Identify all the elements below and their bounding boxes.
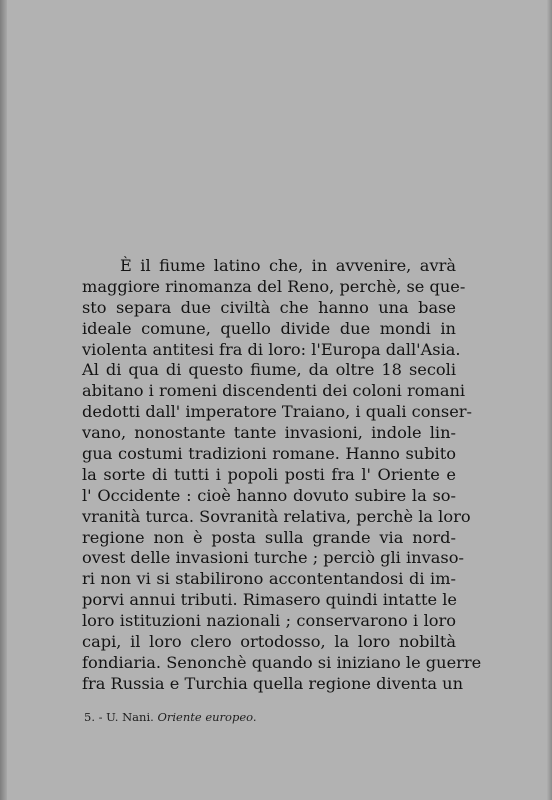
text-line: gua costumi tradizioni romane. Hanno subito: [82, 444, 456, 464]
text-line: È il fiume latino che, in avvenire, avrà: [120, 256, 456, 275]
text-line: maggiore rinomanza del Reno, perchè, se que-: [82, 276, 466, 296]
page-right-edge-shadow: [547, 0, 552, 800]
text-line: capi, il loro clero ortodosso, la loro nobiltà: [82, 632, 456, 652]
text-line: ovest delle invasioni turche ; perciò gli invaso-: [82, 548, 464, 568]
text-line: violenta antitesi fra di loro: l'Europa dall'Asia.: [82, 339, 461, 359]
text-line: porvi annui tributi. Rimasero quindi intatte le: [82, 590, 457, 610]
text-line: ri non vi si stabilirono accontentandosi di im-: [82, 569, 456, 589]
text-line: Al di qua di questo fiume, da oltre 18 secoli: [82, 360, 456, 380]
text-line: vano, nonostante tante invasioni, indole lin-: [82, 423, 456, 443]
text-line: sto separa due civiltà che hanno una base: [82, 297, 456, 317]
text-line: regione non è posta sulla grande via nord-: [82, 527, 456, 547]
text-line: dedotti dall' imperatore Traiano, i quali conser-: [82, 402, 472, 422]
text-line: fondiaria. Senonchè quando si iniziano le guerre: [82, 652, 482, 672]
text-line: la sorte di tutti i popoli posti fra l' Oriente e: [82, 464, 456, 484]
signature-mark: 5. - U. Nani.: [84, 710, 154, 724]
signature-book-title: Oriente europeo.: [157, 710, 257, 724]
text-line: fra Russia e Turchia quella regione diventa un: [82, 673, 463, 693]
page-left-edge-shadow: [0, 0, 7, 800]
text-line: vranità turca. Sovranità relativa, perchè la loro: [82, 506, 471, 526]
text-line: l' Occidente : cioè hanno dovuto subire la so-: [82, 485, 456, 505]
text-line: loro istituzioni nazionali ; conservarono i loro: [82, 611, 456, 631]
body-paragraph: [82, 256, 482, 695]
text-line: abitano i romeni discendenti dei coloni romani: [82, 381, 466, 401]
text-line: ideale comune, quello divide due mondi in: [82, 318, 456, 338]
page-footer-signature: [84, 710, 257, 724]
